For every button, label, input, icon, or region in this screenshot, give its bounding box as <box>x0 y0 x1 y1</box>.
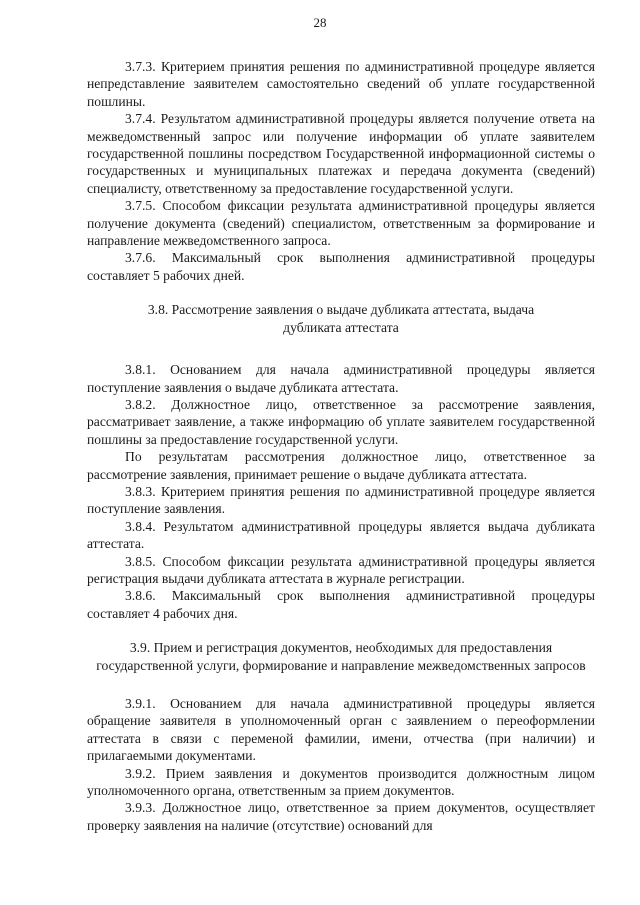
paragraph-3-9-3: 3.9.3. Должностное лицо, ответственное за прием документов, осуществляет проверку заявления на наличие (отсутствие) оснований для <box>87 800 595 833</box>
paragraph-3-7-6: 3.7.6. Максимальный срок выполнения административной процедуры составляет 5 рабочих дней. <box>87 250 595 283</box>
paragraph-3-8-2: 3.8.2. Должностное лицо, ответственное за рассмотрение заявления, рассматривает заявление, а также информацию об уплате заявителем государственной пошлины за предоставление государственной услуги. <box>87 396 595 447</box>
section-heading-3-8: 3.8. Рассмотрение заявления о выдаче дубликата аттестата, выдача дубликата аттестата <box>147 302 535 335</box>
paragraph-3-8-1: 3.8.1. Основанием для начала административной процедуры является поступление заявления о выдаче дубликата аттестата. <box>87 362 595 395</box>
page-number: 28 <box>313 15 327 30</box>
paragraph-3-9-2: 3.9.2. Прием заявления и документов производится должностным лицом уполномоченного органа, ответственным за прием документов. <box>87 765 595 799</box>
paragraph-3-7-4: 3.7.4. Результатом административной процедуры является получение ответа на межведомственный запрос или получение информации об уплате заявителем государственной пошлины посредством Государственной информационной системы о государственных и муниципальных платежах и передача документа (сведений) специалисту, ответственному за предоставление государственной услуги. <box>87 111 595 196</box>
paragraph-3-7-5: 3.7.5. Способом фиксации результата административной процедуры является получение документа (сведений) специалистом, ответственным за формирование и направление межведомственного запроса. <box>87 198 595 249</box>
paragraph-3-8-6: 3.8.6. Максимальный срок выполнения административной процедуры составляет 4 рабочих дня. <box>87 588 595 621</box>
paragraph-3-8-3: 3.8.3. Критерием принятия решения по административной процедуре является поступление заявления. <box>87 483 595 517</box>
paragraph-3-8-4: 3.8.4. Результатом административной процедуры является выдача дубликата аттестата. <box>87 518 595 552</box>
section-heading-3-9: 3.9. Прием и регистрация документов, необходимых для предоставления государственной услуги, формирование и направление межведомственных запросов <box>96 640 586 673</box>
paragraph-3-8-2-result: По результатам рассмотрения должностное лицо, ответственное за рассмотрение заявления, принимает решение о выдаче дубликата аттестата. <box>87 449 595 482</box>
paragraph-3-7-3: 3.7.3. Критерием принятия решения по административной процедуре является непредставление заявителем самостоятельно сведений об уплате государственной пошлины. <box>87 59 595 109</box>
document-body <box>87 58 595 834</box>
paragraph-3-9-1: 3.9.1. Основанием для начала административной процедуры является обращение заявителя в уполномоченный орган с заявлением о переоформлении аттестата в связи с переменой фамилии, имени, отчества (при наличии) и прилагаемыми документами. <box>87 696 595 764</box>
paragraph-3-8-5: 3.8.5. Способом фиксации результата административной процедуры является регистрация выдачи дубликата аттестата в журнале регистрации. <box>87 553 595 586</box>
